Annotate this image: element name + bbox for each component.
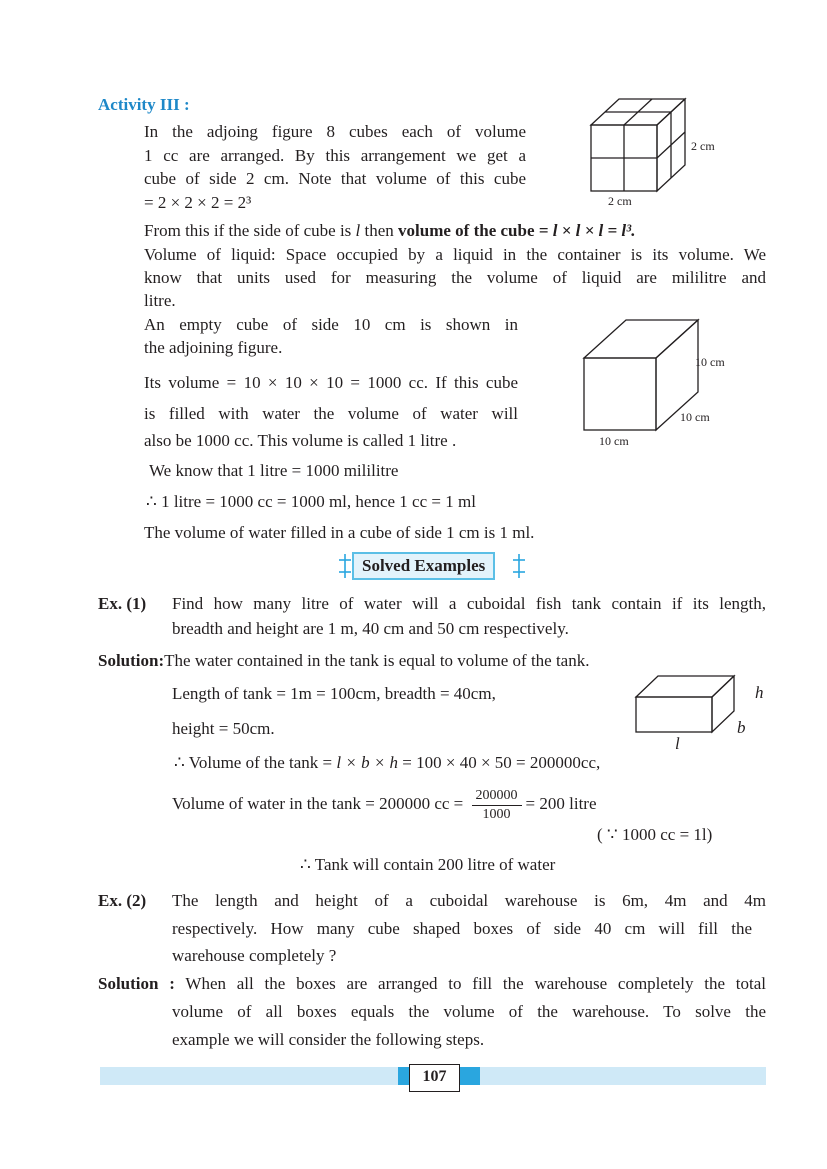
- figure3-b-label: b: [737, 718, 746, 737]
- ex2-label: Ex. (2): [98, 891, 147, 910]
- therefore-line: ∴ 1 litre = 1000 cc = 1000 ml, hence 1 cc = 1 ml: [146, 492, 476, 511]
- volume-water-line: The volume of water filled in a cube of side 1 cm is 1 ml.: [144, 523, 535, 542]
- activity-equation: = 2 × 2 × 2 = 2³: [144, 193, 252, 212]
- we-know-line: We know that 1 litre = 1000 mililitre: [149, 461, 399, 480]
- ex1-because: ( ∵ 1000 cc = 1l): [597, 825, 713, 844]
- empty-cube-line-1: An empty cube of side 10 cm is shown in: [144, 315, 518, 334]
- figure3-l-label: l: [675, 734, 680, 753]
- its-volume-line: Its volume = 10 × 10 × 10 = 1000 cc. If this cube: [144, 373, 518, 392]
- ex1-solution: Solution:The water contained in the tank is equal to volume of the tank.: [98, 651, 590, 670]
- ex2-line-3: warehouse completely ?: [172, 946, 337, 965]
- ex2-solution-first: Solution : When all the boxes are arranged to fill the warehouse completely the total: [98, 974, 766, 993]
- cube-10cm-figure: [580, 315, 740, 435]
- ex1-water-line: Volume of water in the tank = 200000 cc = $\frac{200000}{1000}$ = 200 litre: [172, 787, 597, 822]
- ex1-label: Ex. (1): [98, 594, 147, 613]
- figure1-side-label: 2 cm: [691, 139, 715, 153]
- ex1-conclusion: ∴ Tank will contain 200 litre of water: [300, 855, 556, 874]
- footer-bar-right: [460, 1067, 766, 1085]
- litre-fraction: $\frac{200000}{1000}$: [472, 787, 522, 824]
- activity-line-1: In the adjoing figure 8 cubes each of volume: [144, 122, 526, 141]
- ex1-line-1: Find how many litre of water will a cuboidal fish tank contain if its length,: [172, 594, 766, 613]
- liquid-line-2: know that units used for measuring the volume of liquid are mililitre and: [144, 268, 766, 287]
- activity-heading: Activity III :: [98, 95, 190, 114]
- liquid-line-1: Volume of liquid: Space occupied by a liquid in the container is its volume. We: [144, 245, 766, 264]
- activity-line-3: cube of side 2 cm. Note that volume of this cube: [144, 169, 526, 188]
- litre-line: also be 1000 cc. This volume is called 1 litre .: [144, 431, 457, 450]
- solved-examples-title: Solved Examples: [352, 552, 495, 580]
- ex2-solution-line-3: example we will consider the following steps.: [172, 1030, 485, 1049]
- ex1-height-line: height = 50cm.: [172, 719, 275, 738]
- ex2-line-2: respectively. How many cube shaped boxes of side 40 cm will fill the: [172, 919, 752, 938]
- filled-line: is filled with water the volume of water will: [144, 404, 518, 423]
- ex1-length-line: Length of tank = 1m = 100cm, breadth = 40cm,: [172, 684, 496, 703]
- figure1-bottom-label: 2 cm: [608, 194, 632, 208]
- activity-line-2: 1 cc are arranged. By this arrangement we get a: [144, 146, 526, 165]
- figure2-width-label: 10 cm: [599, 434, 629, 448]
- footer-bar-left: [100, 1067, 410, 1085]
- page-number: 107: [409, 1064, 460, 1092]
- ex1-line-2: breadth and height are 1 m, 40 cm and 50 cm respectively.: [172, 619, 569, 638]
- empty-cube-line-2: the adjoining figure.: [144, 338, 283, 357]
- figure2-depth-label: 10 cm: [680, 410, 710, 424]
- ex2-line-1: The length and height of a cuboidal warehouse is 6m, 4m and 4m: [172, 891, 766, 910]
- footer-accent-right: [460, 1067, 480, 1085]
- figure2-height-label: 10 cm: [695, 355, 725, 369]
- liquid-line-3: litre.: [144, 291, 176, 310]
- ex2-solution-line-2: volume of all boxes equals the volume of the warehouse. To solve the: [172, 1002, 766, 1021]
- ex1-volume-line: ∴ Volume of the tank = l × b × h = 100 × 40 × 50 = 200000cc,: [174, 753, 601, 772]
- figure3-h-label: h: [755, 683, 764, 702]
- cube-formula: From this if the side of cube is l then volume of the cube = l × l × l = l³.: [144, 221, 636, 240]
